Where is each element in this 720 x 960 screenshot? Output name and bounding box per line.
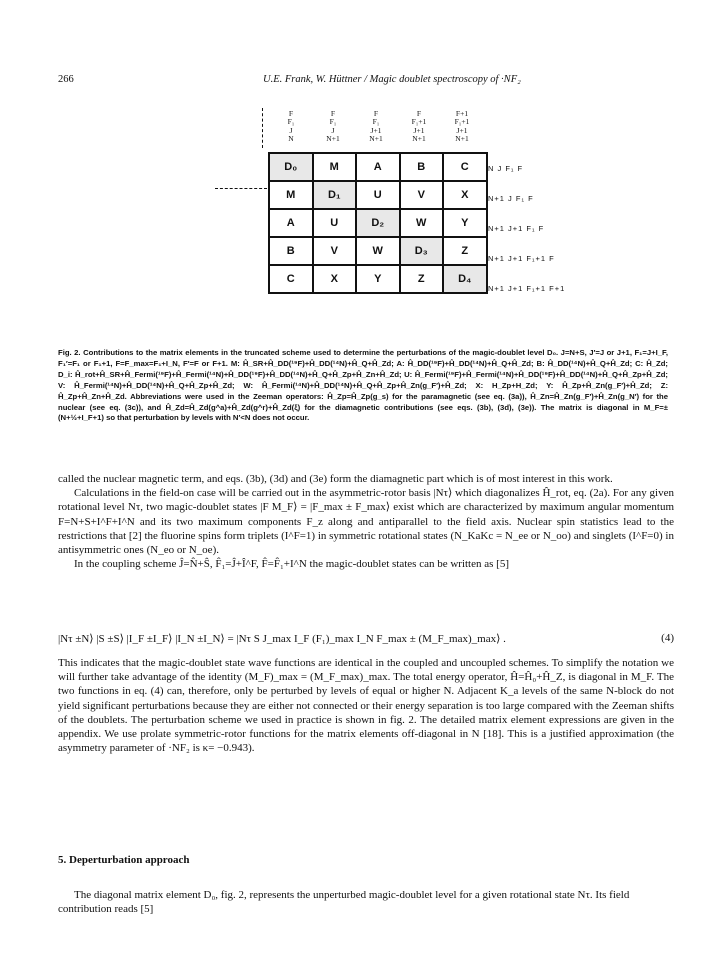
running-title: U.E. Frank, W. Hüttner / Magic doublet spectroscopy of ·NF₂ (263, 74, 521, 85)
matrix-cell: M (313, 153, 357, 181)
matrix-cell: U (356, 181, 400, 209)
equation-text: |Nτ ±N⟩ |S ±S⟩ |I_F ±I_F⟩ |I_N ±I_N⟩ = |Nτ S J_max I_F (F₁)_max I_N F_max ± (M_F_max)_max⟩ . (58, 633, 506, 645)
matrix-cell: V (313, 237, 357, 265)
column-header: F F₁+1 J+1 N+1 (411, 109, 427, 144)
matrix-cell: D₁ (313, 181, 357, 209)
matrix-cell: Z (400, 265, 444, 293)
body-text-2 (58, 656, 674, 755)
column-header: F+1 F₁+1 J+1 N+1 (454, 109, 470, 144)
perturbation-matrix (268, 152, 488, 294)
matrix-cell: W (356, 237, 400, 265)
matrix-cell: D₂ (356, 209, 400, 237)
row-label: N+1 J+1 F₁ F (488, 224, 545, 233)
matrix-cell: X (313, 265, 357, 293)
equation-4 (58, 632, 674, 645)
section-paragraph (58, 888, 674, 916)
paragraph: In the coupling scheme Ĵ=N̂+Ŝ, F̂₁=Ĵ+Î^F, F̂=F̂₁+I^N the magic-doublet states can be written as [5] (74, 558, 509, 571)
paragraph: The diagonal matrix element D₀, fig. 2, represents the unperturbed magic-doublet level for a given rotational state Nτ. Its field contribution reads [5] (58, 889, 630, 916)
page-header (58, 74, 676, 88)
paragraph: called the nuclear magnetic term, and eqs. (3b), (3d) and (3e) form the diamagnetic part which is of most interest in this work. (58, 473, 613, 485)
row-label: N+1 J+1 F₁+1 F+1 (488, 284, 566, 293)
matrix-cell: W (400, 209, 444, 237)
matrix-cell: Z (443, 237, 487, 265)
paragraph: Calculations in the field-on case will be carried out in the asymmetric-rotor basis |Nτ⟩ which diagonalizes Ĥ_rot, eq. (2a). For any given rotational level Nτ, two magic-doublet states |F M_F⟩ = |F_max ± F_max⟩ exist which are characterized by maximum angular momentum F=N+S+I^F+I^N and its two maximum components F_z along and antiparallel to the field axis. Nuclear spin statistics lead to the restrictions that [2] the fluorine spins form triplets (I^F=1) in symmetric rotational states (N_KaKc = N_ee or N_oo) and singlets (I^F=0) in antisymmetric ones (N_eo or N_oe). (58, 487, 674, 557)
matrix-cell: A (269, 209, 313, 237)
body-text (58, 472, 674, 571)
row-label: N+1 J+1 F₁+1 F (488, 254, 555, 263)
matrix-cell: C (269, 265, 313, 293)
row-label: N J F₁ F (488, 164, 524, 173)
matrix-cell: M (269, 181, 313, 209)
dashed-vertical-marker (262, 108, 263, 148)
figure-caption: Fig. 2. Contributions to the matrix elements in the truncated scheme used to determine the perturbations of the magic-doublet level D₀. J=N+S, J′=J or J+1, F₁=J+I_F, F₁′=F₁ or F₁+1, F=F_max=F₁+I_N, F′=F or F+1. M: Ĥ_SR+Ĥ_DD(¹⁹F)+Ĥ_DD(¹⁴N)+Ĥ_Q+Ĥ_Zd; A: Ĥ_DD(¹⁹F)+Ĥ_DD(¹⁴N)+Ĥ_Q+Ĥ_Zd; B: Ĥ_DD(¹⁴N)+Ĥ_Q+Ĥ_Zd; C: Ĥ_Zd; D_i: Ĥ_rot+Ĥ_SR+Ĥ_Fermi(¹⁹F)+Ĥ_Fermi(¹⁴N)+Ĥ_DD(¹⁹F)+Ĥ_DD(¹⁴N)+Ĥ_Q+Ĥ_Zp+Ĥ_Zn+Ĥ_Zd; U: Ĥ_Fermi(¹⁹F)+Ĥ_Fermi(¹⁴N)+Ĥ_DD(¹⁹F)+Ĥ_DD(¹⁴N)+Ĥ_Q+Ĥ_Zp+Ĥ_Zd; V: Ĥ_Fermi(¹⁴N)+Ĥ_DD(¹⁴N)+Ĥ_Q+Ĥ_Zp+Ĥ_Zd; W: Ĥ_Fermi(¹⁴N)+Ĥ_DD(¹⁴N)+Ĥ_Q+Ĥ_Zp+Ĥ_Zn(g_F′)+Ĥ_Zd; X: H_Zp+H_Zd; Y: Ĥ_Zp+Ĥ_Zn(g_F′)+Ĥ_Zd; Z: Ĥ_Zp+Ĥ_Zn+Ĥ_Zd. Abbreviations were used in the Zeeman operators: Ĥ_Zp=Ĥ_Zp(g_s) for the paramagnetic (see eq. (3a)), Ĥ_Zn=Ĥ_Zn(g_F′)+Ĥ_Zn(g_N′) for the nuclear (see eq. (3c)), and Ĥ_Zd=Ĥ_Zd(g^a)+Ĥ_Zd(g^r)+Ĥ_Zd(ξ) for the diamagnetic contributions (see eqs. (3b), (3d), (3e)). The matrix is diagonal in M_F=±(N+½+I_F+1) so that perturbation by levels with N′<N does not occur. (58, 348, 668, 423)
matrix-cell: V (400, 181, 444, 209)
matrix-cell: B (269, 237, 313, 265)
column-header: F F₁ J N+1 (326, 109, 340, 144)
matrix-cell: Y (443, 209, 487, 237)
matrix-cell: B (400, 153, 444, 181)
matrix-cell: D₄ (443, 265, 487, 293)
page-number: 266 (58, 74, 74, 85)
matrix-cell: U (313, 209, 357, 237)
equation-number: (4) (661, 632, 674, 644)
matrix-cell: A (356, 153, 400, 181)
row-label: N+1 J F₁ F (488, 194, 534, 203)
matrix-cell: Y (356, 265, 400, 293)
column-header: F F₁ J N (287, 109, 295, 144)
section-heading: 5. Deperturbation approach (58, 854, 190, 866)
paragraph: This indicates that the magic-doublet state wave functions are identical in the coupled and uncoupled schemes. To simplify the notation we will further take advantage of the identity (M_F)_max = (M_F_max)_max. The total energy operator, Ĥ=Ĥ₀+Ĥ_Z, is diagonal in M_F. The two functions in eq. (4) can, therefore, only be perturbed by levels of equal or higher N. Adjacent K_a levels of the same N-block do not yield significant perturbations because they are either not connected or their energy separation is too large compared with the Zeeman shifts of the doublets. The perturbation scheme we used in practice is shown in fig. 2. The detailed matrix element expressions are given in the appendix. We use prolate symmetric-rotor functions for the matrix elements off-diagonal in N [18]. This is a justified approximation (the asymmetry parameter of ·NF₂ is κ= −0.943). (58, 657, 674, 755)
matrix-cell: D₃ (400, 237, 444, 265)
matrix-cell: C (443, 153, 487, 181)
matrix-cell: X (443, 181, 487, 209)
dashed-marker (215, 188, 267, 189)
matrix-cell: D₀ (269, 153, 313, 181)
column-header: F F₁ J+1 N+1 (369, 109, 383, 144)
